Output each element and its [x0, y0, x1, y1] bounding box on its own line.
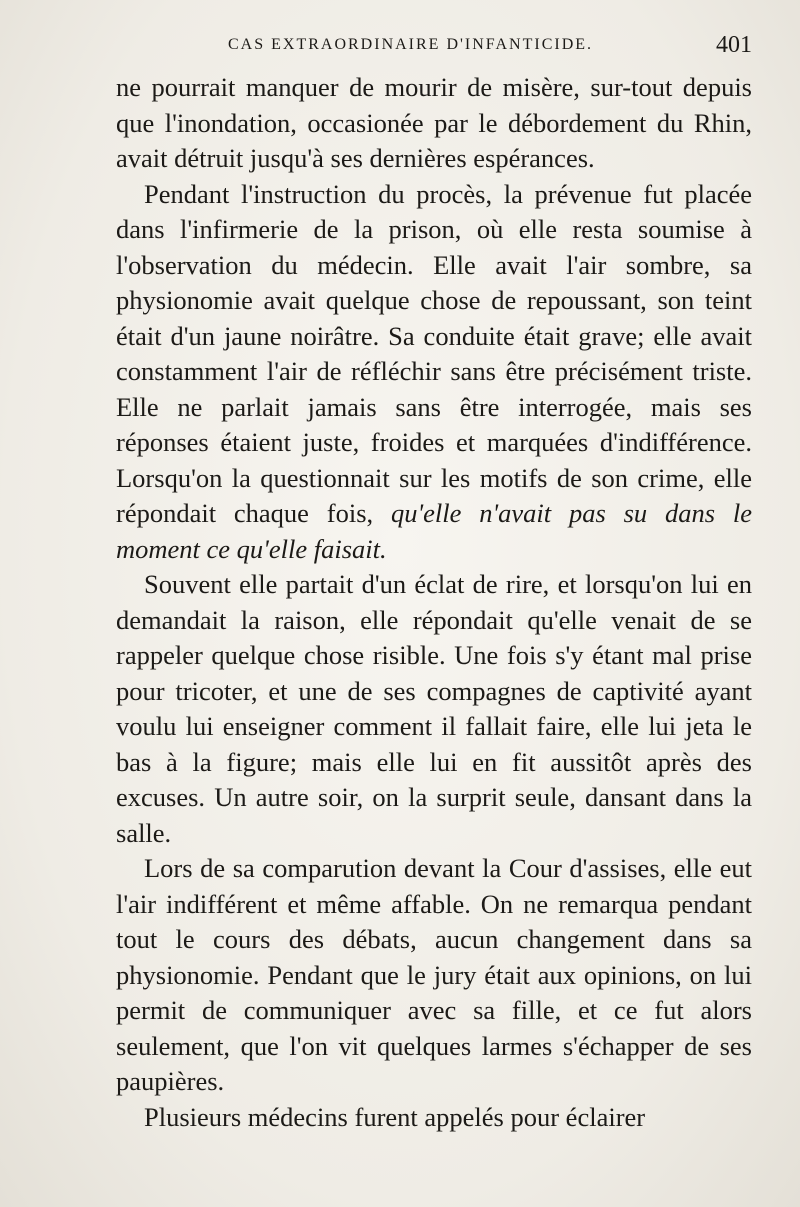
paragraph-behavior: Souvent elle partait d'un éclat de rire, et lorsqu'on lui en demandait la raison, elle répondait qu'elle venait de se rappeler quelque chose risible. Une fois s'y étant mal prise pour tricoter, et une de ses compagnes de captivité ayant voulu lui enseigner comment il fallait faire, elle lui jeta le bas à la figure; mais elle lui en fit aussitôt après des excuses. Un autre soir, on la surprit seule, dansant dans la salle. [116, 569, 752, 848]
paragraph-instruction-text: Pendant l'instruction du procès, la prévenue fut placée dans l'infirmerie de la prison, où elle resta soumise à l'observation du médecin. Elle avait l'air sombre, sa physionomie avait quelque chose de repoussant, son teint était d'un jaune noirâtre. Sa conduite était grave; elle avait constamment l'air de réfléchir sans être précisément triste. Elle ne parlait jamais sans être interrogée, mais ses réponses étaient juste, froides et marquées d'indifférence. Lorsqu'on la questionnait sur les motifs de son crime, elle répondait chaque fois, [116, 178, 752, 528]
paragraph-doctors: Plusieurs médecins furent appelés pour éclairer [144, 1101, 646, 1132]
paragraph-instruction [116, 177, 752, 568]
page-header [120, 34, 752, 58]
running-title: CAS EXTRAORDINAIRE D'INFANTICIDE. [228, 36, 594, 53]
paragraph-court: Lors de sa comparution devant la Cour d'assises, elle eut l'air indifférent et même affable. On ne remarqua pendant tout le cours des débats, aucun changement dans sa physionomie. Pendant que le jury était aux opinions, on lui permit de communiquer avec sa fille, et ce fut alors seulement, que l'on vit quelques larmes s'échapper de ses paupières. [116, 853, 752, 1096]
page-number: 401 [716, 32, 752, 58]
paragraph-continuation: ne pourrait manquer de mourir de misère, sur-tout depuis que l'inondation, occasionée par le débordement du Rhin, avait détruit jusqu'à ses dernières espérances. [116, 72, 752, 173]
quoted-answer: qu'elle n'avait pas su dans le moment ce qu'elle faisait. [116, 498, 752, 564]
body-text [116, 70, 752, 1135]
